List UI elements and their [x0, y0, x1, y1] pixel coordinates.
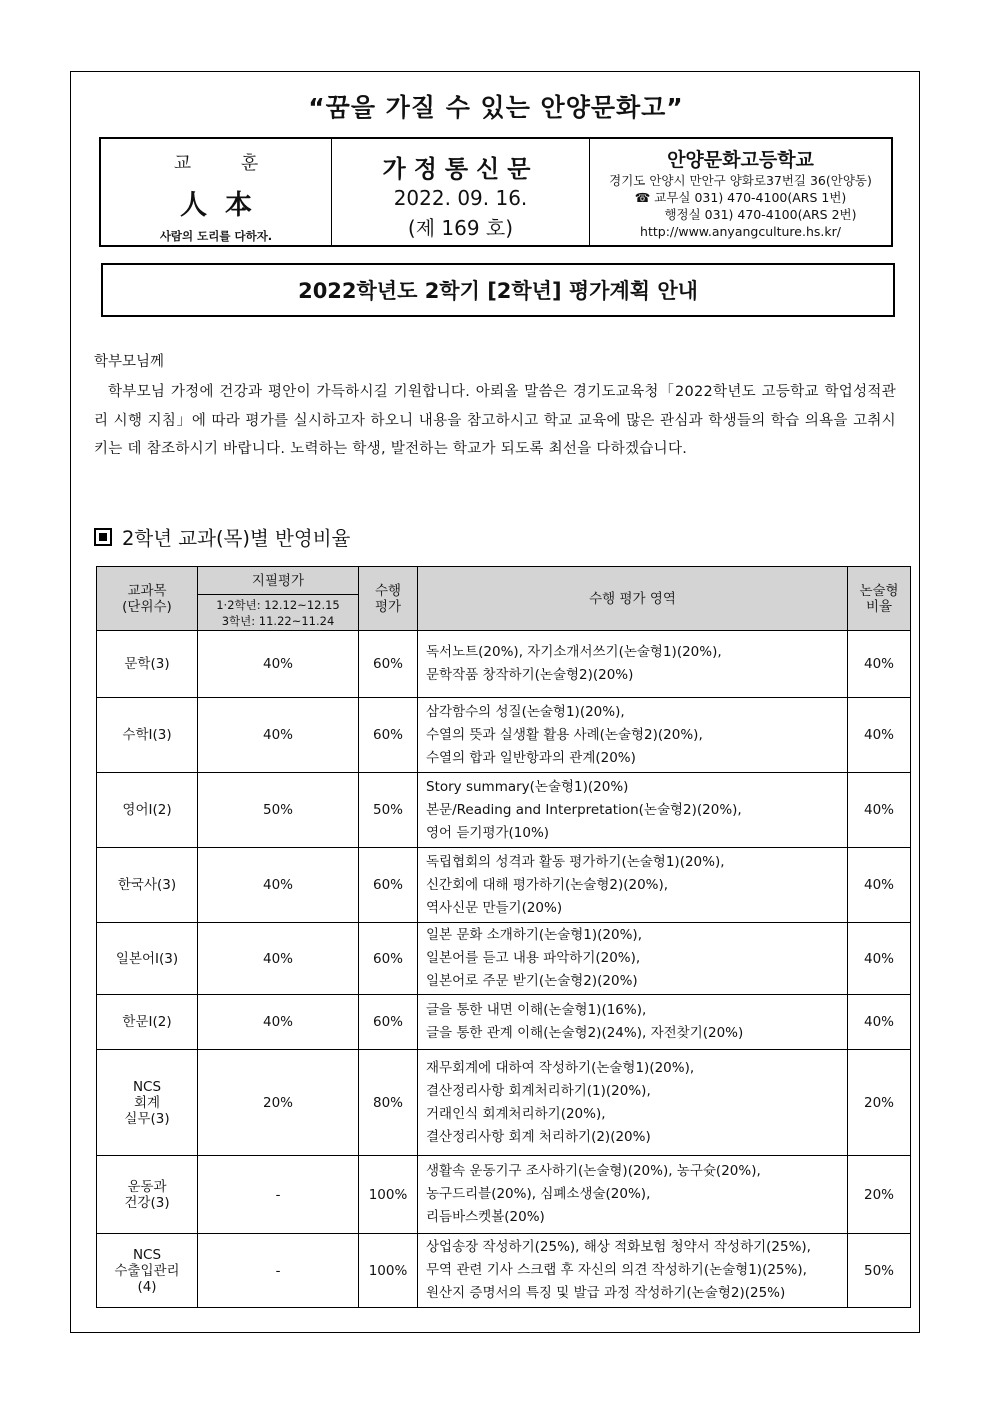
section-title: 2학년 교과(목)별 반영비율 — [122, 527, 351, 550]
performance-ratio-cell: 60% — [359, 631, 418, 698]
square-bullet-icon — [94, 528, 112, 546]
performance-area-cell: 일본 문화 소개하기(논술형1)(20%), 일본어를 듣고 내용 파악하기(20%), 일본어로 주문 받기(논술형2)(20%) — [418, 923, 848, 995]
essay-ratio-cell: 50% — [848, 1234, 911, 1308]
performance-ratio-cell: 60% — [359, 698, 418, 773]
subject-cell: 문학(3) — [97, 631, 198, 698]
document-title: 2022학년도 2학기 [2학년] 평가계획 안내 — [101, 263, 895, 317]
table-row — [97, 1156, 911, 1234]
written-ratio-cell: 20% — [198, 1050, 359, 1156]
performance-ratio-cell: 60% — [359, 923, 418, 995]
school-phone-admin: 행정실 031) 470-4100(ARS 2번) — [664, 207, 857, 222]
essay-ratio-cell: 40% — [848, 923, 911, 995]
essay-ratio-cell: 40% — [848, 698, 911, 773]
performance-ratio-cell: 100% — [359, 1234, 418, 1308]
performance-area-cell: 글을 통한 내면 이해(논술형1)(16%), 글을 통한 관계 이해(논술형2)(24%), 자전찾기(20%) — [418, 995, 848, 1050]
school-address: 경기도 안양시 만안구 양화로37번길 36(안양동) — [609, 173, 872, 188]
evaluation-table — [96, 566, 911, 1308]
written-ratio-cell: 40% — [198, 848, 359, 923]
essay-ratio-cell: 20% — [848, 1156, 911, 1234]
subject-cell: 한국사(3) — [97, 848, 198, 923]
written-ratio-cell: 50% — [198, 773, 359, 848]
subject-cell: 영어Ⅰ(2) — [97, 773, 198, 848]
subject-cell: 운동과 건강(3) — [97, 1156, 198, 1234]
motto-label: 교 훈 — [173, 153, 281, 174]
performance-area-cell: Story summary(논술형1)(20%) 본문/Reading and Interpretation(논술형2)(20%), 영어 듣기평가(10%) — [418, 773, 848, 848]
table-row — [97, 1234, 911, 1308]
written-ratio-cell: 40% — [198, 631, 359, 698]
performance-ratio-cell: 50% — [359, 773, 418, 848]
section-heading — [94, 523, 350, 551]
performance-area-cell: 상업송장 작성하기(25%), 해상 적화보험 청약서 작성하기(25%), 무역 관련 기사 스크랩 후 자신의 의견 작성하기(논술형1)(25%), 원산지 증명서의 특징 및 발급 과정 작성하기(논술형2)(25%) — [418, 1234, 848, 1308]
performance-area-cell: 독서노트(20%), 자기소개서쓰기(논술형1)(20%), 문학작품 창작하기(논술형2)(20%) — [418, 631, 848, 698]
motto-text: 人本 — [180, 190, 270, 221]
essay-ratio-cell: 40% — [848, 631, 911, 698]
header-performance-area: 수행 평가 영역 — [418, 567, 848, 631]
school-name: 안양문화고등학교 — [667, 149, 814, 171]
newsletter-issue: (제 169 호) — [407, 216, 514, 240]
school-slogan: “꿈을 가질 수 있는 안양문화고” — [308, 93, 684, 122]
newsletter-header — [99, 137, 893, 247]
performance-area-cell: 재무회계에 대하여 작성하기(논술형1)(20%), 결산정리사항 회계처리하기(1)(20%), 거래인식 회계처리하기(20%), 결산정리사항 회계 처리하기(2)(20%) — [418, 1050, 848, 1156]
performance-area-cell: 삼각함수의 성질(논술형1)(20%), 수열의 뜻과 실생활 활용 사례(논술형2)(20%), 수열의 합과 일반항과의 관계(20%) — [418, 698, 848, 773]
subject-cell: NCS 회계 실무(3) — [97, 1050, 198, 1156]
header-essay-ratio: 논술형 비율 — [848, 567, 911, 631]
performance-ratio-cell: 60% — [359, 848, 418, 923]
subject-cell: 일본어Ⅰ(3) — [97, 923, 198, 995]
performance-ratio-cell: 80% — [359, 1050, 418, 1156]
essay-ratio-cell: 40% — [848, 773, 911, 848]
subject-cell: 수학Ⅰ(3) — [97, 698, 198, 773]
header-written-dates: 1·2학년: 12.12~12.15 3학년: 11.22~11.24 — [198, 595, 359, 631]
header-performance: 수행 평가 — [359, 567, 418, 631]
school-url[interactable]: http://www.anyangculture.hs.kr/ — [640, 224, 841, 239]
subject-cell: 한문Ⅰ(2) — [97, 995, 198, 1050]
table-row — [97, 1050, 911, 1156]
motto-description: 사람의 도리를 다하자. — [159, 229, 273, 243]
table-row — [97, 631, 911, 698]
school-phone-office: ☎ 교무실 031) 470-4100(ARS 1번) — [634, 190, 847, 205]
written-ratio-cell: - — [198, 1234, 359, 1308]
header-written-exam: 지필평가 — [198, 567, 359, 595]
performance-area-cell: 생활속 운동기구 조사하기(논술형)(20%), 농구슛(20%), 농구드리블(20%), 심폐소생술(20%), 리듬바스켓볼(20%) — [418, 1156, 848, 1234]
greeting: 학부모님께 — [94, 354, 165, 370]
table-row — [97, 995, 911, 1050]
school-motto — [101, 139, 332, 245]
header-subject: 교과목 (단위수) — [97, 567, 198, 631]
performance-ratio-cell: 100% — [359, 1156, 418, 1234]
table-row — [97, 773, 911, 848]
essay-ratio-cell: 40% — [848, 848, 911, 923]
table-row — [97, 698, 911, 773]
table-row — [97, 848, 911, 923]
performance-area-cell: 독립협회의 성격과 활동 평가하기(논술형1)(20%), 신간회에 대해 평가하기(논술형2)(20%), 역사신문 만들기(20%) — [418, 848, 848, 923]
essay-ratio-cell: 20% — [848, 1050, 911, 1156]
table-row — [97, 923, 911, 995]
written-ratio-cell: 40% — [198, 698, 359, 773]
newsletter-date: 2022. 09. 16. — [393, 186, 528, 210]
newsletter-info — [332, 139, 590, 245]
performance-ratio-cell: 60% — [359, 995, 418, 1050]
written-ratio-cell: 40% — [198, 995, 359, 1050]
written-ratio-cell: - — [198, 1156, 359, 1234]
essay-ratio-cell: 40% — [848, 995, 911, 1050]
subject-cell: NCS 수출입관리 (4) — [97, 1234, 198, 1308]
newsletter-title: 가정통신문 — [382, 155, 539, 183]
school-info — [590, 139, 891, 245]
body-paragraph: 학부모님 가정에 건강과 평안이 가득하시길 기원합니다. 아뢰올 말씀은 경기도교육청「2022학년도 고등학교 학업성적관리 시행 지침」에 따라 평가를 실시하고자 하오니 내용을 참고하시고 학교 교육에 많은 관심과 학생들의 학습 의욕을 고취시키는 데 참조하시기 바랍니다. 노력하는 학생, 발전하는 학교가 되도록 최선을 다하겠습니다. — [94, 384, 896, 457]
written-ratio-cell: 40% — [198, 923, 359, 995]
